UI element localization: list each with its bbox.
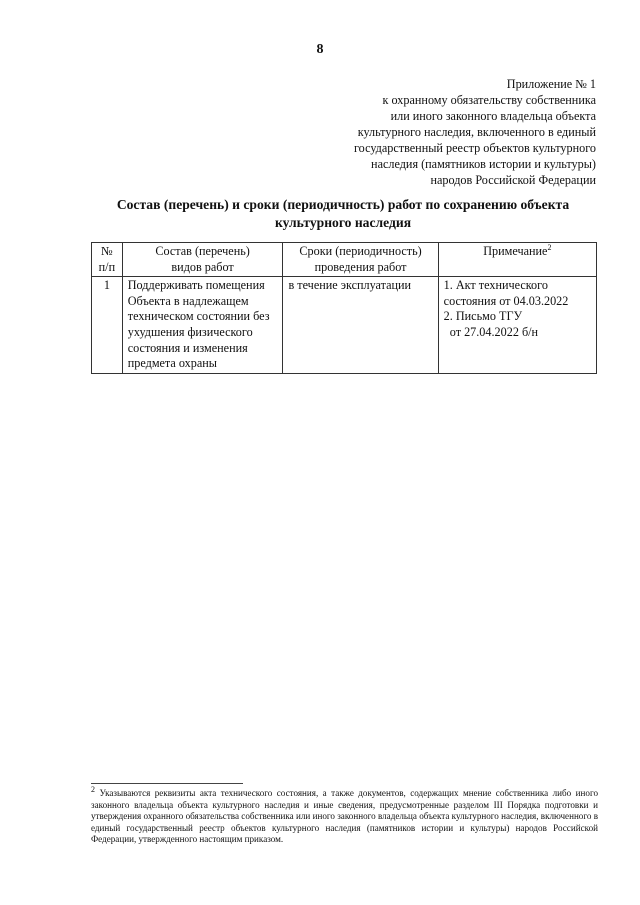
annex-line: к охранному обязательству собственника: [382, 93, 596, 107]
note-line: состояния от 04.03.2022: [443, 293, 569, 308]
page-number: 8: [316, 42, 324, 57]
heading-line: Состав (перечень) и сроки (периодичность) работ по сохранению объекта: [116, 197, 570, 212]
table-row: [92, 277, 597, 374]
note-line: 1. Акт технического: [443, 278, 548, 293]
annex-line: народов Российской Федерации: [430, 173, 596, 187]
annex-line: или иного законного владельца объекта: [390, 109, 596, 123]
annex-block: [296, 76, 596, 188]
footnote-divider: [91, 783, 243, 784]
footnote: [91, 784, 598, 846]
heading-line: культурного наследия: [274, 215, 412, 230]
cell-note: [438, 277, 596, 374]
header-terms: Сроки (периодичность) проведения работ: [283, 243, 438, 277]
annex-line: культурного наследия, включенного в единый: [357, 125, 596, 139]
footnote-text: Указываются реквизиты акта технического состояния, а также документов, содержащих мнение собственника либо иного законного владельца объекта культурного наследия и иные сведения, предусмотренные разделом III Порядка подготовки и утверждения охранного обязательства собственника или иного законного владельца объекта культурного наследия, включенного в единый государственный реестр объектов культурного наследия (памятников истории и культуры) народов Российской Федерации, утвержденного настоящим приказом.: [91, 788, 598, 845]
header-composition: Состав (перечень) видов работ: [122, 243, 283, 277]
footnote-mark: 2: [91, 784, 95, 794]
annex-line: Приложение № 1: [506, 77, 596, 91]
annex-line: наследия (памятников истории и культуры): [371, 157, 596, 171]
works-table: [91, 242, 597, 374]
annex-line: государственный реестр объектов культурного: [353, 141, 596, 155]
table-header-row: [92, 243, 597, 277]
note-line: от 27.04.2022 б/н: [443, 324, 539, 339]
footnote-mark: 2: [547, 242, 552, 252]
document-heading: [80, 196, 606, 232]
note-line: 2. Письмо ТГУ: [443, 309, 523, 324]
header-note: Примечание$^2$: [438, 243, 596, 277]
header-number: № п/п: [92, 243, 123, 277]
cell-composition: Поддерживать помещения Объекта в надлежащем техническом состоянии без ухудшения физического состояния и изменения предмета охраны: [122, 277, 283, 374]
cell-terms: в течение эксплуатации: [283, 277, 438, 374]
cell-number: 1: [92, 277, 123, 374]
